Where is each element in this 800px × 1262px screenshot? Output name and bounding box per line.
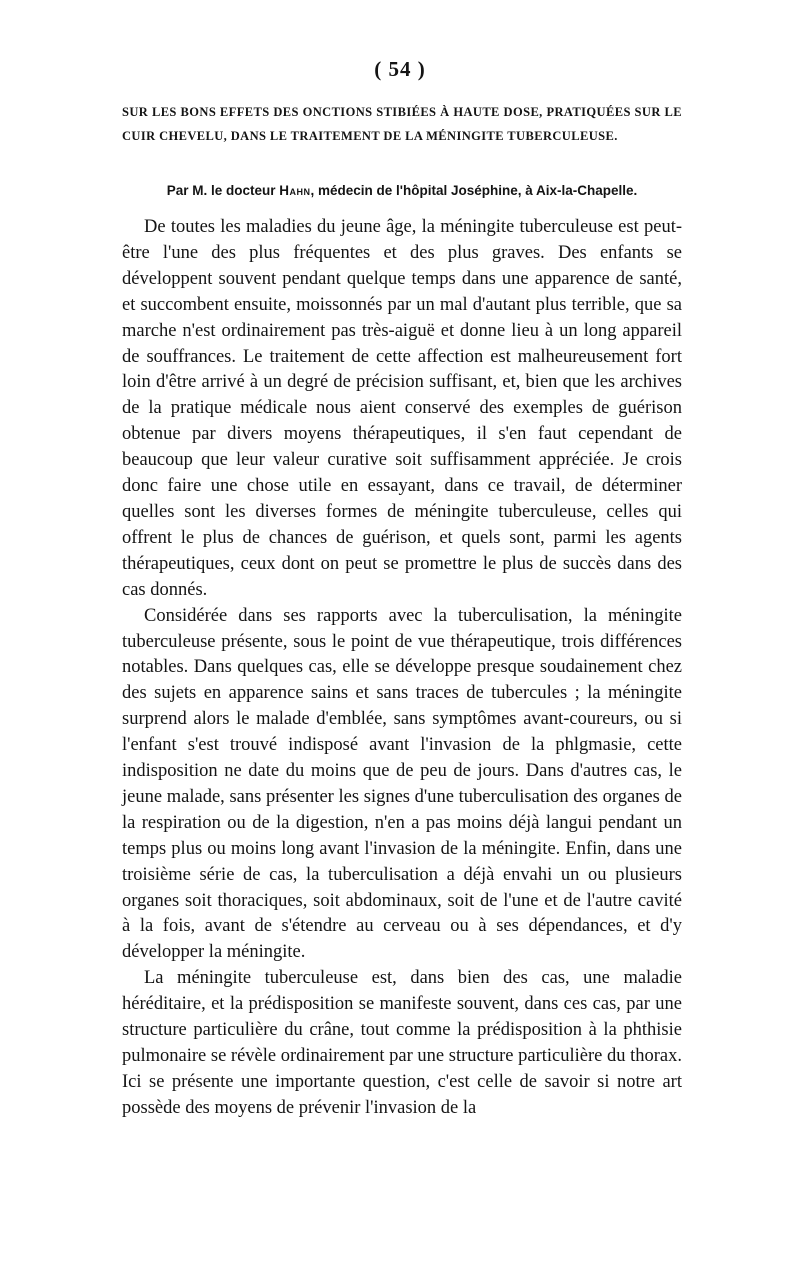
article-title: SUR LES BONS EFFETS DES ONCTIONS STIBIÉES À HAUTE DOSE, PRATIQUÉES SUR LE CUIR CHEVELU, DANS LE TRAITEMENT DE LA MÉNINGITE TUBERCULEUSE. <box>122 105 682 143</box>
page-number: ( 54 ) <box>374 57 426 81</box>
byline-affiliation: , médecin de l'hôpital Joséphine, à Aix-la-Chapelle. <box>310 183 638 198</box>
paragraph-3: La méningite tuberculeuse est, dans bien des cas, une maladie héréditaire, et la prédisposition se manifeste souvent, dans ces cas, par une structure particulière du crâne, tout comme la prédisposition à la phthisie pulmonaire se révèle ordinairement par une structure particulière du thorax. Ici se présente une importante question, c'est celle de savoir si notre art possède des moyens de prévenir l'invasion de la <box>122 968 682 1118</box>
paragraph-2: Considérée dans ses rapports avec la tuberculisation, la méningite tuberculeuse présente, sous le point de vue thérapeutique, trois différences notables. Dans quelques cas, elle se développe presque soudainement chez des sujets en apparence sains et sans traces de tubercules ; la méningite surprend alors le malade d'emblée, sans symptômes avant-coureurs, ou si l'enfant s'est trouvé indisposé avant l'invasion de la phlgmasie, cette indisposition ne date du moins que de peu de jours. Dans d'autres cas, le jeune malade, sans présenter les signes d'une tuberculisation des organes de la respiration ou de la digestion, n'en a pas moins déjà langui pendant un temps plus ou moins long avant l'invasion de la méningite. Enfin, dans une troisième série de cas, la tuberculisation a déjà envahi un ou plusieurs organes soit thoraciques, soit abdominaux, soit de l'une et de l'autre cavité à la fois, avant de s'étendre au cerveau ou à ses dépendances, et d'y développer la méningite. <box>122 605 682 963</box>
article-byline <box>122 180 682 202</box>
article-body <box>122 215 682 1122</box>
paragraph-1: De toutes les maladies du jeune âge, la méningite tuberculeuse est peut-être l'une des plus fréquentes et des plus graves. Des enfants se développent souvent pendant quelque temps dans une apparence de santé, et succombent ensuite, moissonnés par un mal d'autant plus terrible, que sa marche n'est ordinairement pas très-aiguë et donne lieu à un long appareil de souffrances. Le traitement de cette affection est malheureusement fort loin d'être arrivé à un degré de précision suffisant, et, bien que les archives de la pratique médicale nous aient conservé des exemples de guérison obtenue par divers moyens thérapeutiques, il s'en faut cependant de beaucoup que leur valeur curative soit suffisamment appréciée. Je crois donc faire une chose utile en essayant, dans ce travail, de déterminer quelles sont les diverses formes de méningite tuberculeuse, celles qui offrent le plus de chances de guérison, et quels sont, parmi les agents thérapeutiques, ceux dont on peut se promettre le plus de succès dans des cas donnés. <box>122 217 682 600</box>
byline-prefix: Par M. le docteur <box>166 183 280 198</box>
byline-author: Hahn <box>279 183 311 198</box>
